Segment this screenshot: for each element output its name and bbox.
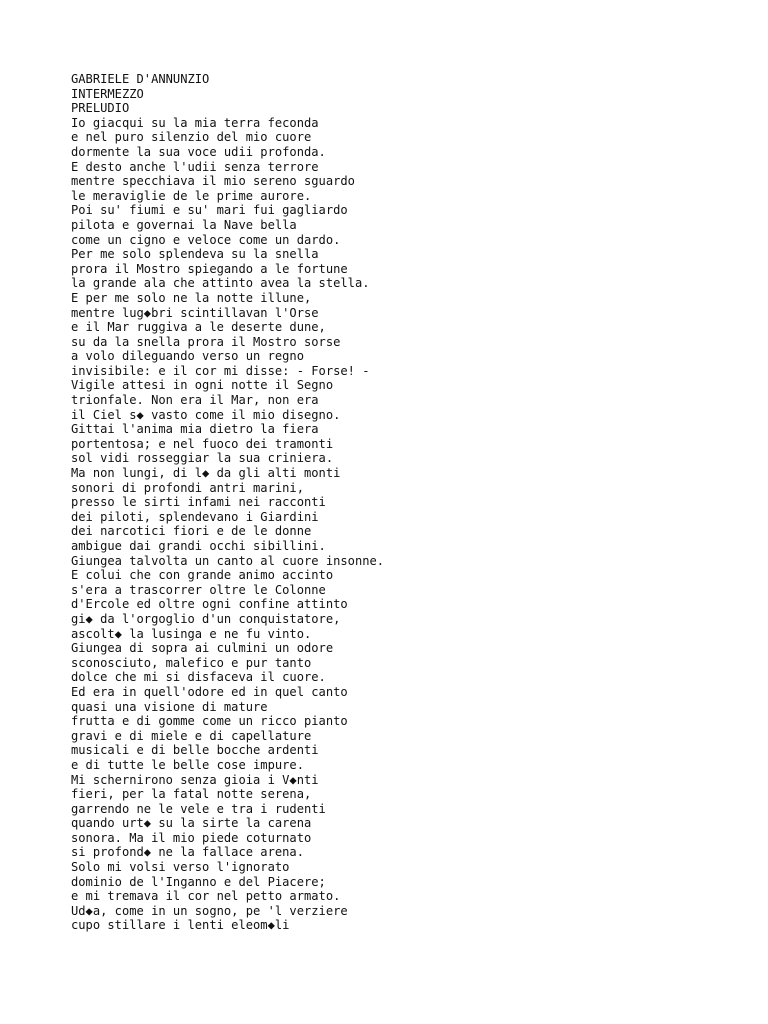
author-heading: GABRIELE D'ANNUNZIO (71, 72, 210, 86)
poem-line: Solo mi volsi verso l'ignorato (71, 860, 290, 875)
poem-line: Giungea di sopra ai culmini un odore (71, 641, 334, 656)
poem-line: invisibile: e il cor mi disse: - Forse! - (71, 363, 370, 378)
poem-line: come un cigno e veloce come un dardo. (71, 232, 341, 247)
work-title: INTERMEZZO (71, 86, 144, 101)
poem-line: dei piloti, splendevano i Giardini (71, 509, 319, 524)
poem-line: cupo stillare i lenti eleom◆li (71, 918, 290, 933)
poem-line: pilota e governai la Nave bella (71, 217, 297, 232)
poem-line: Ed era in quell'odore ed in quel canto (71, 684, 348, 699)
poem-line: quando urt◆ su la sirte la carena (71, 816, 312, 831)
poem-line: Giungea talvolta un canto al cuore insonne. (71, 553, 385, 568)
poem-line: fieri, per la fatal notte serena, (71, 787, 312, 802)
poem-line: Mi schernirono senza gioia i V◆nti (71, 772, 319, 787)
document-page (71, 72, 751, 933)
poem-line: dormente la sua voce udii profonda. (71, 144, 326, 159)
poem-line: Ud◆a, come in un sogno, pe 'l verziere (71, 903, 348, 918)
poem-line: musicali e di belle bocche ardenti (71, 743, 319, 758)
poem-line: presso le sirti infami nei racconti (71, 495, 326, 510)
poem-line: sconosciuto, malefico e pur tanto (71, 655, 312, 670)
poem-line: Per me solo splendeva su la snella (71, 247, 319, 262)
poem-line: E desto anche l'udii senza terrore (71, 159, 319, 174)
section-title: PRELUDIO (71, 101, 130, 116)
poem-line: sol vidi rosseggiar la sua criniera. (71, 451, 334, 466)
poem-line: prora il Mostro spiegando a le fortune (71, 261, 348, 276)
poem-line: e di tutte le belle cose impure. (71, 757, 304, 772)
poem-line: E per me solo ne la notte illune, (71, 290, 312, 305)
poem-line: e nel puro silenzio del mio cuore (71, 130, 312, 145)
poem-line: dominio de l'Inganno e del Piacere; (71, 874, 326, 889)
poem-line: d'Ercole ed oltre ogni confine attinto (71, 597, 348, 612)
poem-line: dolce che mi si disfaceva il cuore. (71, 670, 326, 685)
poem-line: gravi e di miele e di capellature (71, 728, 312, 743)
poem-line: s'era a trascorrer oltre le Colonne (71, 582, 326, 597)
poem-line: dei narcotici fiori e de le donne (71, 524, 312, 539)
poem-line: E colui che con grande animo accinto (71, 568, 334, 583)
poem-body (71, 116, 751, 933)
poem-line: mentre specchiava il mio sereno sguardo (71, 174, 355, 189)
poem-line: Io giacqui su la mia terra feconda (71, 115, 319, 130)
poem-line: Ma non lungi, di l◆ da gli alti monti (71, 466, 341, 481)
poem-line: Vigile attesi in ogni notte il Segno (71, 378, 334, 393)
poem-line: frutta e di gomme come un ricco pianto (71, 714, 348, 729)
poem-line: e il Mar ruggiva a le deserte dune, (71, 320, 326, 335)
poem-line: sonora. Ma il mio piede coturnato (71, 830, 312, 845)
poem-line: le meraviglie de le prime aurore. (71, 188, 312, 203)
poem-line: il Ciel s◆ vasto come il mio disegno. (71, 407, 341, 422)
poem-line: Gittai l'anima mia dietro la fiera (71, 422, 319, 437)
poem-line: garrendo ne le vele e tra i rudenti (71, 801, 326, 816)
poem-line: portentosa; e nel fuoco dei tramonti (71, 436, 334, 451)
poem-line: Poi su' fiumi e su' mari fui gagliardo (71, 203, 348, 218)
poem-line: ascolt◆ la lusinga e ne fu vinto. (71, 626, 312, 641)
poem-line: mentre lug◆bri scintillavan l'Orse (71, 305, 319, 320)
poem-line: quasi una visione di mature (71, 699, 268, 714)
poem-line: la grande ala che attinto avea la stella. (71, 276, 370, 291)
poem-line: sonori di profondi antri marini, (71, 480, 304, 495)
poem-line: si profond◆ ne la fallace arena. (71, 845, 304, 860)
poem-line: gi◆ da l'orgoglio d'un conquistatore, (71, 611, 341, 626)
poem-line: ambigue dai grandi occhi sibillini. (71, 539, 326, 553)
poem-line: trionfale. Non era il Mar, non era (71, 393, 319, 408)
poem-line: a volo dileguando verso un regno (71, 349, 304, 364)
poem-line: e mi tremava il cor nel petto armato. (71, 889, 341, 904)
poem-line: su da la snella prora il Mostro sorse (71, 334, 341, 349)
